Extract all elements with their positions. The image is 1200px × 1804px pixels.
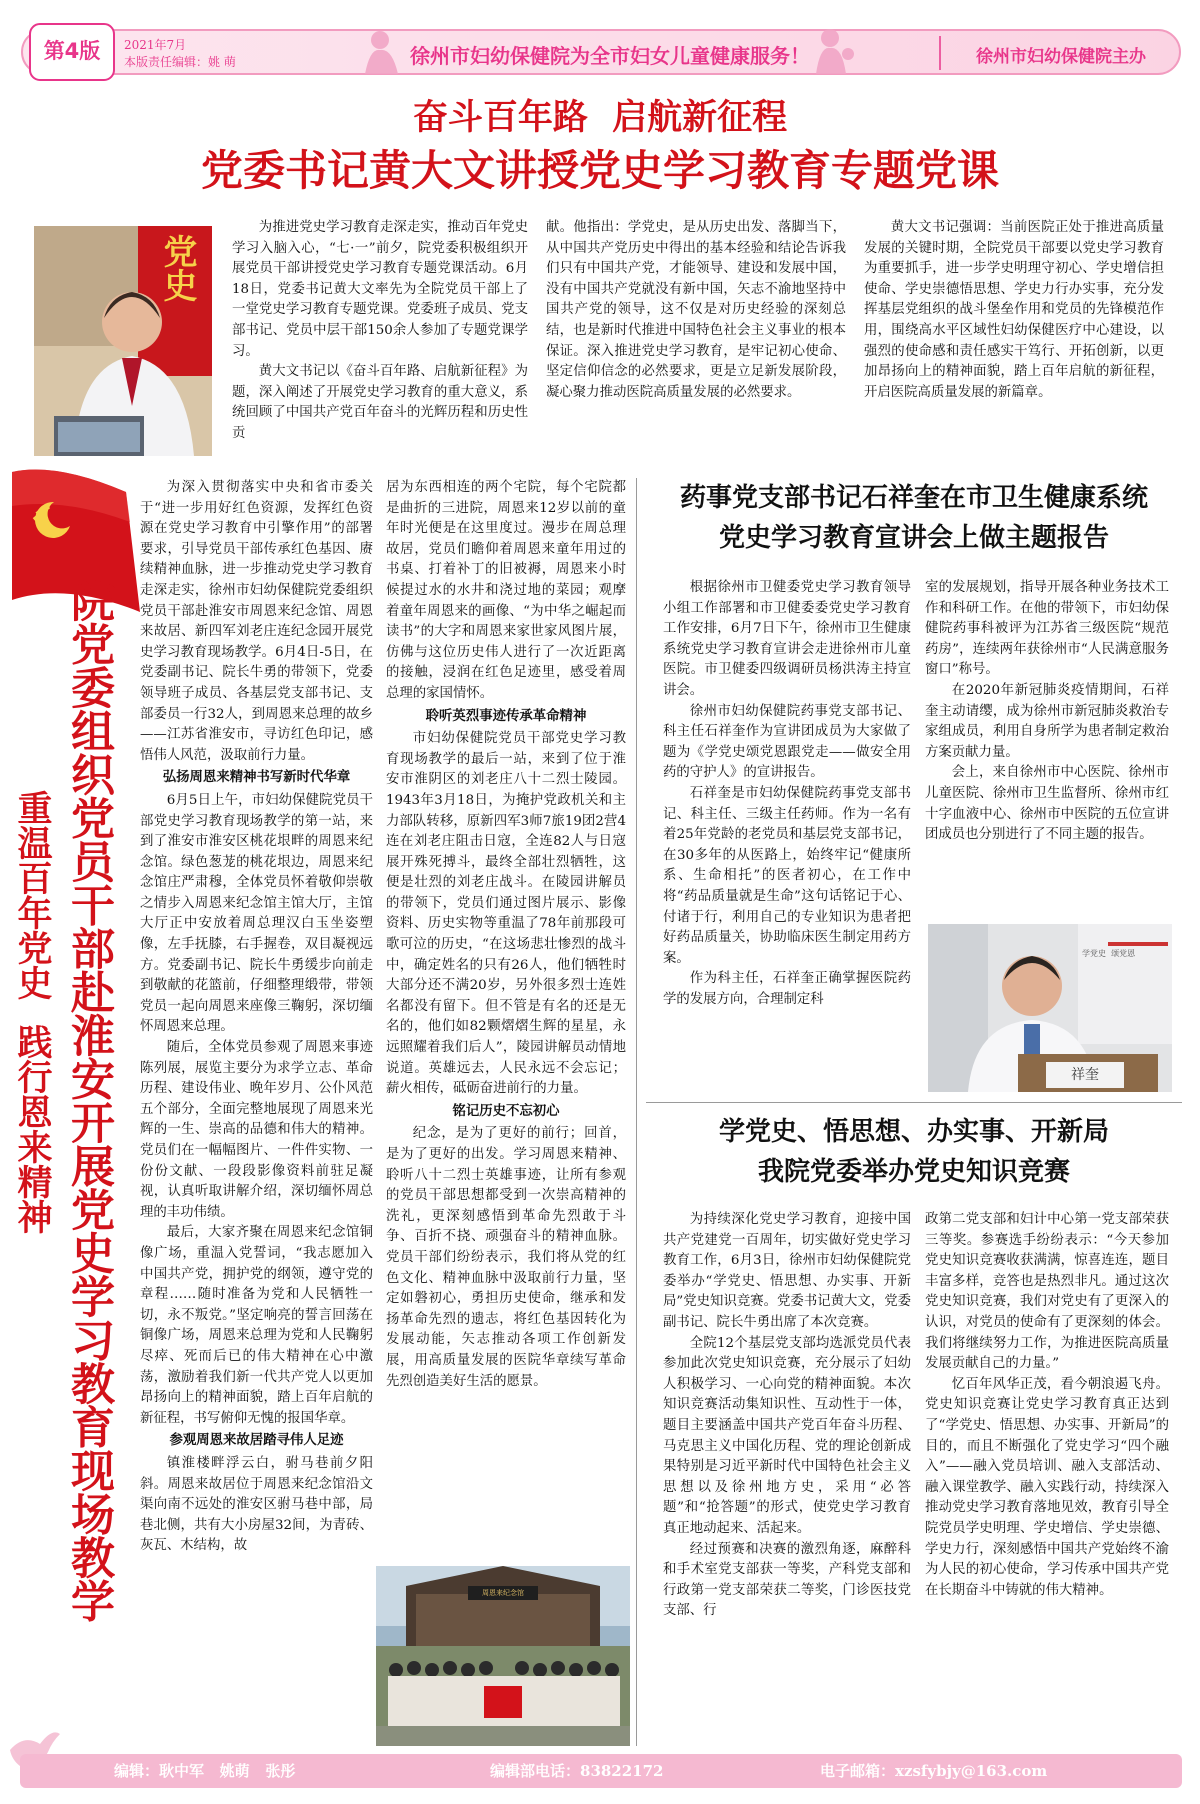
photo-3-nameplate: 祥奎: [1071, 1067, 1099, 1083]
article-1-col-3: [864, 218, 1164, 474]
article-4-title-2: 我院党委举办党史知识竞赛: [757, 1157, 1070, 1187]
footer-bar: [20, 1754, 1182, 1788]
article-1-paragraph: 为推进党史学习教育走深走实，推动百年党史学习入脑入心，“七·一”前夕，院党委积极组织开展党员干部讲授党史学习教育专题党课活动。6月18日，党委书记黄大文率先为全院党员干部上了一堂党史学习教育专题党课。党委班子成员、党支部书记、党员中层干部150余人参加了专题党课学习。: [232, 220, 528, 359]
article-4-col-2: [925, 1210, 1169, 1746]
footer-email: 电子邮箱：xzsfybjy@163.com: [820, 1762, 1048, 1780]
article-3-col-2: [925, 578, 1169, 908]
article-2-paragraph: 6月5日上午，市妇幼保健院党员干部党史学习教育现场教学的第一站，来到了淮安市淮安区桃花垠畔的周恩来纪念馆。绿色葱茏的桃花垠边，周恩来纪念馆庄严肃穆，全体党员怀着敬仰崇敬之情步入周恩来纪念馆主馆大厅，主馆大厅正中安放着周总理汉白玉坐姿塑像，左手抚膝，右手握卷，双目凝视远方。党委副书记、院长牛勇缓步向前走到敬献的花篮前，仔细整理缎带，带领党员一起向周恩来座像三鞠躬，深切缅怀周恩来总理。: [140, 792, 373, 1035]
article-3-title-1: 药事党支部书记石祥奎在市卫生健康系统: [679, 483, 1148, 513]
article-1-photo: [34, 226, 212, 456]
article-2-col-2: [386, 478, 626, 1560]
article-4-title-1: 学党史、悟思想、办实事、开新局: [718, 1117, 1109, 1147]
article-2-vertical-subtitle: 重温百年党史 践行恩来精神: [12, 790, 52, 1235]
article-4-headline: [646, 1112, 1182, 1192]
article-2-paragraph: 居为东西相连的两个宅院，每个宅院都是曲折的三进院，周恩来12岁以前的童年时光便是在这里度过。漫步在周总理故居，党员们瞻仰着周恩来童年用过的书桌、打着补丁的旧被褥，周恩来小时候提过水的水井和浇过地的菜园；观摩着童年周恩来的画像、“为中华之崛起而读书”的大字和周恩来家世家风图片展，仿佛与这位历史伟人进行了一次近距离的接触，浸润在红色足迹里，感受着周总理的家国情怀。: [386, 480, 626, 701]
footer-phone: 编辑部电话：83822172: [490, 1762, 664, 1780]
article-2-subhead: 弘扬周恩来精神书写新时代华章: [162, 770, 351, 786]
article-2-paragraph: 为深入贯彻落实中央和省市委关于“进一步用好红色资源，发挥红色资源在党史学习教育中引擎作用”的部署要求，引导党员干部传承红色基因、赓续精神血脉，进一步推动党史学习教育走深走实，徐州市妇幼保健院党委组织党员干部赴淮安市周恩来纪念馆、周恩来故居、新四军刘老庄连纪念园开展党史学习教育现场教学。6月4日-5日，在党委副书记、院长牛勇的带领下，党委领导班子成员、各基层党支部书记、支部委员一行32人，到周恩来总理的故乡——江苏省淮安市，寻访红色印记，感悟伟人风范，汲取前行力量。: [140, 480, 373, 763]
article-3-paragraph: 室的发展规划，指导开展各种业务技术工作和科研工作。在他的带领下，市妇幼保健院药事科被评为江苏省三级医院“规范药房”，连续两年获徐州市“人民满意服务窗口”称号。: [925, 580, 1169, 678]
article-2-subhead: 聆听英烈事迹传承革命精神: [425, 708, 587, 724]
article-1-paragraph: 黄大文书记以《奋斗百年路、启航新征程》为题，深入阐述了开展党史学习教育的重大意义，系统回顾了中国共产党百年奋斗的光辉历程和历史性贡: [232, 364, 528, 441]
article-1-title: 党委书记黄大文讲授党史学习教育专题党课: [200, 146, 999, 195]
article-4-paragraph: 经过预赛和决赛的激烈角逐，麻醉科和手术室党支部获一等奖，产科党支部和行政第一党支部荣获二等奖，门诊医技党支部、行: [663, 1541, 911, 1619]
article-3-paragraph: 徐州市妇幼保健院药事党支部书记、科主任石祥奎作为宣讲团成员为大家做了题为《学党史颂党恩跟党走——做安全用药的守护人》的宣讲报告。: [663, 703, 911, 781]
article-4-paragraph: 政第二党支部和妇计中心第一党支部荣获三等奖。参赛选手纷纷表示：“今天参加党史知识竞赛收获满满，惊喜连连，题目丰富多样，竞答也是热烈非凡。通过这次党史知识竞赛，我们对党史有了更深入的认识，对党员的使命有了更深刻的体会。我们将继续努力工作，为推进医院高质量发展贡献自己的力量。”: [925, 1212, 1169, 1372]
article-2-paragraph: 镇淮楼畔浮云白，驸马巷前夕阳斜。周恩来故居位于周恩来纪念馆沿文渠向南不远处的淮安区驸马巷中部，局巷北侧，共有大小房屋32间，为青砖、灰瓦、木结构，故: [140, 1455, 373, 1554]
article-4-paragraph: 全院12个基层党支部均选派党员代表参加此次党史知识竞赛，充分展示了妇幼人积极学习、一心向党的精神面貌。本次知识竞赛活动集知识性、互动性于一体，题目主要涵盖中国共产党百年奋斗历程、马克思主义中国化历程、党的理论创新成果特别是习近平新时代中国特色社会主义思想以及徐州地方史，采用“必答题”和“抢答题”的形式，使党史学习教育真正地动起来、活起来。: [663, 1335, 911, 1536]
article-2-paragraph: 最后，大家齐聚在周恩来纪念馆铜像广场，重温入党誓词，“我志愿加入中国共产党，拥护党的纲领，遵守党的章程……随时准备为党和人民牺牲一切，永不叛党。”坚定响亮的誓言回荡在铜像广场，周恩来总理为党和人民鞠躬尽瘁、死而后已的伟大精神在心中激荡，激励着我们新一代共产党人以更加昂扬向上的精神面貌，踏上百年启航的新征程，书写俯仰无愧的报国华章。: [140, 1225, 373, 1426]
article-2-paragraph: 纪念，是为了更好的前行；回首，是为了更好的出发。学习周恩来精神、聆听八十二烈士英雄事迹，让所有参观的党员干部思想都受到一次崇高精神的洗礼，更深刻感悟到革命先烈敢于斗争、百折不挠、顽强奋斗的精神血脉。党员干部们纷纷表示，我们将从党的红色文化、精神血脉中汲取前行力量，坚定如磐初心，勇担历史使命，继承和发扬革命先烈的遗志，将红色基因转化为发展动能，矢志推动各项工作创新发展，用高质量发展的医院华章续写革命先烈创造美好生活的愿景。: [386, 1126, 626, 1389]
article-3-paragraph: 在2020年新冠肺炎疫情期间，石祥奎主动请缨，成为徐州市新冠肺炎救治专家组成员，利用自身所学为患者制定救治方案贡献力量。: [925, 682, 1169, 760]
article-3-title-2: 党史学习教育宣讲会上做主题报告: [718, 523, 1109, 553]
article-4-paragraph: 忆百年风华正茂，看今朝浪遏飞舟。党史知识竞赛让党史学习教育真正达到了“学党史、悟思想、办实事、开新局”的目的，而且不断强化了党史学习“四个融入”——融入党员培训、融入支部活动、融入课堂教学、融入实践行动，持续深入推动党史学习教育落地见效，教育引导全院党员学史明理、学史增信、学史崇德、学史力行，深刻感悟中国共产党始终不渝为人民的初心使命，学习传承中国共产党在长期奋斗中铸就的伟大精神。: [925, 1376, 1169, 1598]
article-2-vertical-title: 院党委组织党员干部赴淮安开展党史学习教育现场教学: [63, 578, 114, 1622]
article-1-kicker: 奋斗百年路 启航新征程: [412, 98, 788, 138]
page-editor: 本版责任编辑：姚 萌: [124, 55, 236, 69]
article-1-col-2: [546, 218, 846, 474]
article-2-paragraph: 市妇幼保健院党员干部党史学习教育现场教学的最后一站，来到了位于淮安市淮阴区的刘老庄八十二烈士陵园。1943年3月18日，为掩护党政机关和主力部队转移，原新四军3师7旅19团2营4连在刘老庄阻击日寇，全连82人与日寇展开殊死搏斗，最终全部壮烈牺牲，这便是壮烈的刘老庄战斗。在陵园讲解员的带领下，党员们通过图片展示、影像资料、历史实物等重温了78年前那段可歌可泣的历史，“在这场悲壮惨烈的战斗中，确定姓名的只有26人，他们牺牲时大部分还不满20岁，另外很多烈士连姓名都没有留下。但不管是有名的还是无名的，他们如82颗熠熠生辉的星星，永远照耀着我们后人”，陵园讲解员动情地说道。英雄远去，人民永远不会忘记；薪火相传，砥砺奋进前行的力量。: [386, 731, 626, 1097]
article-3-photo: [928, 924, 1172, 1092]
article-2-subhead: 参观周恩来故居踏寻伟人足迹: [169, 1433, 344, 1449]
article-2-group-photo: [376, 1566, 630, 1746]
photo-1-sign: 党史: [157, 234, 197, 302]
issue-date: 2021年7月: [124, 38, 187, 52]
article-3-headline: [646, 478, 1182, 558]
article-3-paragraph: 作为科主任，石祥奎正确掌握医院药学的发展方向，合理制定科: [663, 971, 911, 1007]
article-2-subhead: 铭记历史不忘初心: [452, 1103, 560, 1119]
masthead: [20, 14, 1182, 90]
article-1-headline: [0, 96, 1200, 198]
article-divider: [646, 1102, 1182, 1103]
article-1-paragraph: 献。他指出：学党史，是从历史出发、落脚当下，从中国共产党历史中得出的基本经验和结论告诉我们只有中国共产党，才能领导、建设和发展中国，没有中国共产党就没有新中国，矢志不渝地坚持中国共产党的领导，这不仅是对历史经验的深刻总结，也是新时代推进中国特色社会主义事业的根本保证。深入推进党史学习教育，是牢记初心使命、坚定信仰信念的必然要求，更是立足新发展阶段，凝心聚力推动医院高质量发展的必然要求。: [546, 220, 846, 400]
article-1-paragraph: 黄大文书记强调：当前医院正处于推进高质量发展的关键时期，全院党员干部要以党史学习教育为重要抓手，进一步学史明理守初心、学史增信担使命、学史崇德悟思想、学史力行办实事，充分发挥基层党组织的战斗堡垒作用和党员的先锋模范作用，围绕高水平区域性妇幼保健医疗中心建设，以强烈的使命感和责任感实干笃行、开拓创新，以更加昂扬向上的精神面貌，踏上百年启航的新征程，开启医院高质量发展的新篇章。: [864, 220, 1164, 400]
article-1-col-1: [232, 218, 528, 474]
column-divider: [636, 478, 637, 1746]
article-4-paragraph: 为持续深化党史学习教育，迎接中国共产党建党一百周年，切实做好党史学习教育工作，6月3日，徐州市妇幼保健院党委举办“学党史、悟思想、办实事、开新局”党史知识竞赛。党委书记黄大文，党委副书记、院长牛勇出席了本次竞赛。: [663, 1212, 911, 1330]
footer-editors: 编辑：耿中军 姚萌 张彤: [114, 1762, 296, 1780]
masthead-publisher: 徐州市妇幼保健院主办: [976, 47, 1146, 67]
article-2-paragraph: 随后，全体党员参观了周恩来事迹陈列展，展览主要分为求学立志、革命历程、建设伟业、晚年岁月、公仆风范五个部分，全面完整地展现了周恩来光辉的一生、崇高的品德和伟大的精神。党员们在一幅幅图片、一件件实物、一份份文献、一段段影像资料前驻足凝视，认真听取讲解介绍，深切缅怀周总理的丰功伟绩。: [140, 1040, 373, 1220]
article-3-paragraph: 石祥奎是市妇幼保健院药事党支部书记、科主任、三级主任药师。作为一名有着25年党龄的老党员和基层党支部书记，在30多年的从医路上，始终牢记“健康所系、生命相托”的医者初心，在工作中将“药品质量就是生命”这句话铭记于心、付诸于行，利用自己的专业知识为患者把好药品质量关，协助临床医生制定用药方案。: [663, 785, 911, 966]
photo-3-sign: 学党史 颂党恩: [1082, 949, 1136, 958]
edition-badge: 第4版: [43, 39, 101, 63]
photo-2-sign: 周恩来纪念馆: [482, 1589, 524, 1597]
article-3-paragraph: 会上，来自徐州市中心医院、徐州市儿童医院、徐州市卫生监督所、徐州市红十字血液中心、徐州市中医院的五位宣讲团成员也分别进行了不同主题的报告。: [925, 765, 1169, 843]
article-2-col-1: [140, 478, 373, 1748]
masthead-slogan: 徐州市妇幼保健院为全市妇女儿童健康服务！: [410, 44, 810, 68]
article-4-col-1: [663, 1210, 911, 1746]
article-3-paragraph: 根据徐州市卫健委党史学习教育领导小组工作部署和市卫健委委党史学习教育工作安排，6月7日下午，徐州市卫生健康系统党史学习教育宣讲会走进徐州市儿童医院。市卫健委四级调研员杨洪涛主持宣讲会。: [663, 580, 911, 698]
